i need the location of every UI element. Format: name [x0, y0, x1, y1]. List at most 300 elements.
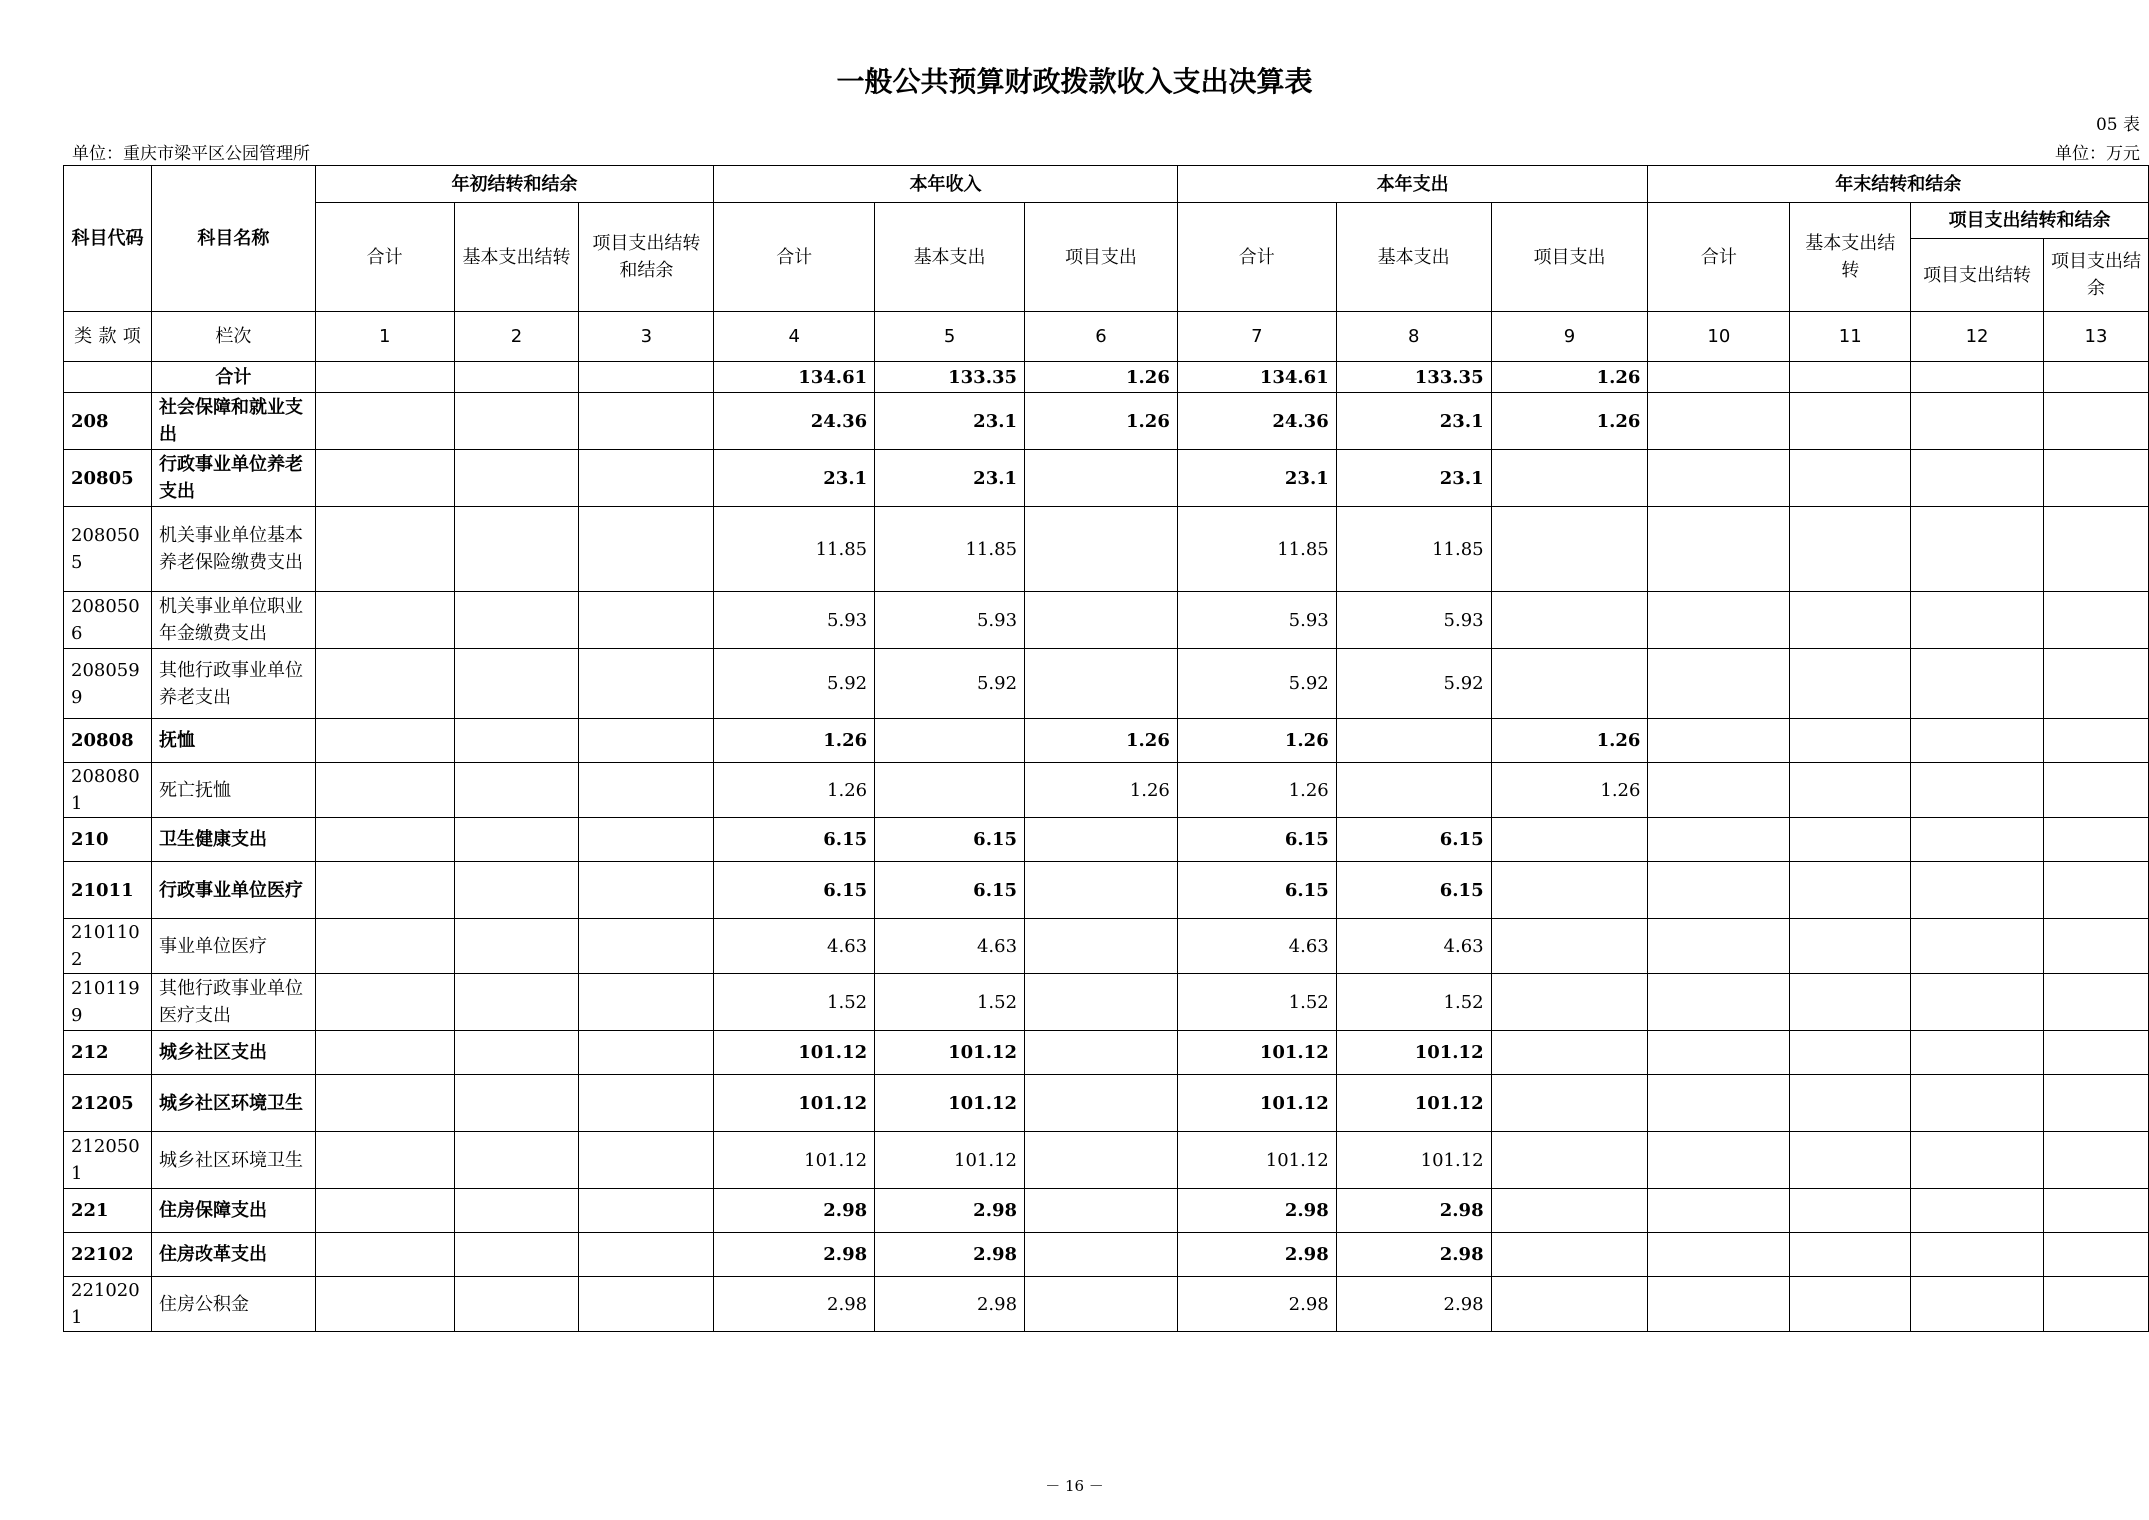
header-expense-project: 项目支出 [1491, 203, 1648, 312]
value-cell: 1.26 [714, 763, 875, 818]
value-cell [579, 1189, 714, 1233]
value-cell [315, 393, 454, 450]
value-cell [2043, 763, 2148, 818]
form-number: 05 表 [2095, 115, 2140, 135]
value-cell: 1.26 [1491, 393, 1648, 450]
value-cell: 1.26 [1177, 763, 1336, 818]
value-cell: 1.26 [1491, 719, 1648, 763]
value-cell [1790, 763, 1911, 818]
value-cell [1790, 818, 1911, 862]
value-cell: 2.98 [1336, 1189, 1491, 1233]
value-cell [579, 450, 714, 507]
subject-code: 2080801 [64, 763, 152, 818]
value-cell [1648, 862, 1790, 919]
value-cell: 101.12 [1177, 1075, 1336, 1132]
value-cell [1491, 450, 1648, 507]
value-cell: 6.15 [875, 862, 1025, 919]
total-cell [454, 362, 579, 393]
value-cell [1336, 719, 1491, 763]
subject-code: 21205 [64, 1075, 152, 1132]
header-end-total: 合计 [1648, 203, 1790, 312]
value-cell [2043, 393, 2148, 450]
value-cell [1648, 592, 1790, 649]
table-row [64, 719, 2149, 763]
total-cell: 1.26 [1025, 362, 1178, 393]
value-cell [579, 763, 714, 818]
value-cell [454, 719, 579, 763]
value-cell: 5.92 [1336, 649, 1491, 719]
value-cell: 2.98 [1177, 1277, 1336, 1332]
value-cell [1911, 719, 2044, 763]
value-cell [454, 1075, 579, 1132]
value-cell [1790, 1075, 1911, 1132]
value-cell [1648, 1132, 1790, 1189]
value-cell: 5.92 [714, 649, 875, 719]
table-row [64, 763, 2149, 818]
column-number: 9 [1491, 312, 1648, 362]
value-cell [454, 919, 579, 974]
value-cell [1025, 507, 1178, 592]
value-cell [875, 763, 1025, 818]
value-cell [1025, 450, 1178, 507]
value-cell [315, 862, 454, 919]
total-cell [1911, 362, 2044, 393]
value-cell: 2.98 [875, 1189, 1025, 1233]
subject-name: 城乡社区支出 [151, 1031, 315, 1075]
value-cell [1911, 1233, 2044, 1277]
table-row [64, 1189, 2149, 1233]
value-cell [1911, 763, 2044, 818]
header-lanci: 栏次 [151, 312, 315, 362]
value-cell [1790, 1277, 1911, 1332]
value-cell [1025, 974, 1178, 1031]
value-cell: 23.1 [1177, 450, 1336, 507]
value-cell [579, 1277, 714, 1332]
value-cell [1491, 862, 1648, 919]
value-cell [1025, 862, 1178, 919]
value-cell: 2.98 [1177, 1189, 1336, 1233]
value-cell [1790, 393, 1911, 450]
value-cell [1648, 393, 1790, 450]
value-cell: 23.1 [1336, 450, 1491, 507]
value-cell [315, 1132, 454, 1189]
value-cell: 6.15 [1336, 818, 1491, 862]
value-cell [1025, 592, 1178, 649]
value-cell [579, 592, 714, 649]
value-cell [1648, 1075, 1790, 1132]
value-cell [454, 393, 579, 450]
value-cell: 23.1 [875, 450, 1025, 507]
value-cell: 4.63 [1177, 919, 1336, 974]
subject-name: 抚恤 [151, 719, 315, 763]
subject-code: 20805 [64, 450, 152, 507]
value-cell [2043, 974, 2148, 1031]
value-cell [1648, 818, 1790, 862]
value-cell: 11.85 [1336, 507, 1491, 592]
subject-name: 行政事业单位医疗 [151, 862, 315, 919]
value-cell: 101.12 [1336, 1031, 1491, 1075]
subject-name: 住房公积金 [151, 1277, 315, 1332]
value-cell: 24.36 [714, 393, 875, 450]
value-cell [315, 507, 454, 592]
value-cell [1790, 649, 1911, 719]
value-cell [1491, 1075, 1648, 1132]
subject-name: 其他行政事业单位医疗支出 [151, 974, 315, 1031]
subject-name: 住房改革支出 [151, 1233, 315, 1277]
value-cell [1790, 862, 1911, 919]
value-cell: 4.63 [1336, 919, 1491, 974]
total-cell: 133.35 [1336, 362, 1491, 393]
column-number: 7 [1177, 312, 1336, 362]
header-expense-total: 合计 [1177, 203, 1336, 312]
subject-name: 事业单位医疗 [151, 919, 315, 974]
value-cell [2043, 719, 2148, 763]
value-cell [579, 1031, 714, 1075]
value-cell [1790, 1132, 1911, 1189]
value-cell [579, 719, 714, 763]
header-end-project-balance: 项目支出结余 [2043, 239, 2148, 312]
header-end-project-group: 项目支出结转和结余 [1911, 203, 2149, 239]
subject-code: 22102 [64, 1233, 152, 1277]
header-begin-total: 合计 [315, 203, 454, 312]
value-cell [579, 393, 714, 450]
value-cell [1336, 763, 1491, 818]
page-number: － 16 － [1045, 1477, 1104, 1495]
value-cell: 1.26 [1025, 763, 1178, 818]
value-cell [315, 1031, 454, 1075]
value-cell: 101.12 [714, 1075, 875, 1132]
header-kuan: 款 [98, 326, 117, 347]
total-cell [579, 362, 714, 393]
value-cell [1648, 1031, 1790, 1075]
value-cell [454, 974, 579, 1031]
table-row [64, 1075, 2149, 1132]
value-cell: 2.98 [714, 1233, 875, 1277]
value-cell [1790, 919, 1911, 974]
value-cell: 11.85 [714, 507, 875, 592]
value-cell [1025, 1031, 1178, 1075]
value-cell [579, 974, 714, 1031]
header-lei-kuan-xiang [64, 312, 152, 362]
value-cell [1648, 919, 1790, 974]
value-cell [1648, 649, 1790, 719]
header-group-expense: 本年支出 [1177, 166, 1648, 203]
value-cell: 6.15 [1177, 862, 1336, 919]
subject-code: 2080505 [64, 507, 152, 592]
table-row [64, 649, 2149, 719]
value-cell [1025, 1277, 1178, 1332]
total-cell [315, 362, 454, 393]
value-cell [315, 763, 454, 818]
value-cell: 1.52 [714, 974, 875, 1031]
value-cell: 11.85 [1177, 507, 1336, 592]
value-cell [454, 592, 579, 649]
value-cell: 6.15 [1336, 862, 1491, 919]
value-cell [2043, 1189, 2148, 1233]
value-cell [1790, 1031, 1911, 1075]
value-cell [1911, 1031, 2044, 1075]
value-cell [1491, 1233, 1648, 1277]
subject-code: 2080506 [64, 592, 152, 649]
header-lei: 类 [74, 326, 93, 347]
value-cell [1491, 592, 1648, 649]
value-cell [1911, 1132, 2044, 1189]
value-cell [1911, 649, 2044, 719]
table-row [64, 818, 2149, 862]
value-cell: 1.52 [875, 974, 1025, 1031]
value-cell: 2.98 [1336, 1233, 1491, 1277]
value-cell: 24.36 [1177, 393, 1336, 450]
subject-code: 20808 [64, 719, 152, 763]
value-cell [315, 649, 454, 719]
value-cell [1790, 507, 1911, 592]
column-number: 11 [1790, 312, 1911, 362]
subject-name: 城乡社区环境卫生 [151, 1075, 315, 1132]
value-cell [454, 763, 579, 818]
subject-name: 卫生健康支出 [151, 818, 315, 862]
value-cell [1648, 974, 1790, 1031]
subject-name: 行政事业单位养老支出 [151, 450, 315, 507]
value-cell: 11.85 [875, 507, 1025, 592]
value-cell [2043, 862, 2148, 919]
table-row [64, 1277, 2149, 1332]
value-cell [2043, 1132, 2148, 1189]
subject-code: 2210201 [64, 1277, 152, 1332]
value-cell [454, 1189, 579, 1233]
total-cell [2043, 362, 2148, 393]
value-cell [454, 1132, 579, 1189]
subject-name: 住房保障支出 [151, 1189, 315, 1233]
total-row-label: 合计 [151, 362, 315, 393]
value-cell [2043, 649, 2148, 719]
value-cell [579, 862, 714, 919]
currency-unit: 单位：万元 [2055, 144, 2140, 164]
subject-code: 2080599 [64, 649, 152, 719]
value-cell [1790, 1233, 1911, 1277]
value-cell [579, 919, 714, 974]
value-cell [579, 649, 714, 719]
subject-code: 208 [64, 393, 152, 450]
value-cell [1491, 919, 1648, 974]
table-row [64, 393, 2149, 450]
value-cell [579, 1075, 714, 1132]
value-cell [315, 974, 454, 1031]
column-number: 4 [714, 312, 875, 362]
header-end-project-carry: 项目支出结转 [1911, 239, 2044, 312]
column-number: 6 [1025, 312, 1178, 362]
value-cell: 2.98 [1177, 1233, 1336, 1277]
value-cell [454, 1233, 579, 1277]
column-number: 1 [315, 312, 454, 362]
value-cell: 101.12 [714, 1031, 875, 1075]
value-cell: 101.12 [875, 1075, 1025, 1132]
value-cell [315, 592, 454, 649]
value-cell: 1.26 [1177, 719, 1336, 763]
value-cell [1491, 1031, 1648, 1075]
value-cell: 2.98 [714, 1277, 875, 1332]
value-cell: 2.98 [714, 1189, 875, 1233]
value-cell [1790, 1189, 1911, 1233]
table-row [64, 507, 2149, 592]
value-cell: 101.12 [1336, 1075, 1491, 1132]
value-cell [1648, 507, 1790, 592]
table-row [64, 919, 2149, 974]
subject-code: 2101102 [64, 919, 152, 974]
value-cell [315, 450, 454, 507]
header-xiang: 项 [122, 326, 141, 347]
table-row [64, 974, 2149, 1031]
value-cell [2043, 1277, 2148, 1332]
value-cell [2043, 1233, 2148, 1277]
value-cell [2043, 592, 2148, 649]
value-cell: 23.1 [875, 393, 1025, 450]
value-cell: 1.26 [1025, 719, 1178, 763]
value-cell [1648, 1233, 1790, 1277]
subject-code: 2120501 [64, 1132, 152, 1189]
subject-name: 社会保障和就业支出 [151, 393, 315, 450]
value-cell [315, 1189, 454, 1233]
value-cell [315, 1075, 454, 1132]
column-number: 8 [1336, 312, 1491, 362]
value-cell: 101.12 [875, 1132, 1025, 1189]
value-cell [1911, 393, 2044, 450]
header-income-project: 项目支出 [1025, 203, 1178, 312]
value-cell: 6.15 [1177, 818, 1336, 862]
total-cell: 133.35 [875, 362, 1025, 393]
value-cell [315, 919, 454, 974]
value-cell [579, 818, 714, 862]
value-cell [1025, 1189, 1178, 1233]
value-cell [1491, 649, 1648, 719]
value-cell: 6.15 [714, 818, 875, 862]
value-cell: 5.92 [875, 649, 1025, 719]
budget-table [63, 165, 2149, 1332]
value-cell [1911, 862, 2044, 919]
value-cell [1025, 1132, 1178, 1189]
header-income-basic: 基本支出 [875, 203, 1025, 312]
total-cell: 1.26 [1491, 362, 1648, 393]
total-row-code [64, 362, 152, 393]
value-cell [875, 719, 1025, 763]
value-cell: 1.26 [714, 719, 875, 763]
table-row [64, 592, 2149, 649]
value-cell [454, 649, 579, 719]
total-cell: 134.61 [714, 362, 875, 393]
value-cell: 2.98 [1336, 1277, 1491, 1332]
value-cell [454, 818, 579, 862]
value-cell [454, 1277, 579, 1332]
column-number: 2 [454, 312, 579, 362]
value-cell: 5.92 [1177, 649, 1336, 719]
value-cell [1648, 1277, 1790, 1332]
value-cell [454, 450, 579, 507]
value-cell [315, 719, 454, 763]
value-cell [1911, 818, 2044, 862]
value-cell: 2.98 [875, 1233, 1025, 1277]
subject-code: 212 [64, 1031, 152, 1075]
table-row [64, 1233, 2149, 1277]
organization-unit: 单位：重庆市梁平区公园管理所 [72, 144, 310, 164]
value-cell [1911, 1189, 2044, 1233]
value-cell: 6.15 [875, 818, 1025, 862]
header-group-end: 年末结转和结余 [1648, 166, 2149, 203]
value-cell: 101.12 [1177, 1132, 1336, 1189]
header-group-income: 本年收入 [714, 166, 1178, 203]
total-cell [1790, 362, 1911, 393]
value-cell [1491, 1132, 1648, 1189]
value-cell: 101.12 [714, 1132, 875, 1189]
subject-code: 210 [64, 818, 152, 862]
column-number: 12 [1911, 312, 2044, 362]
value-cell: 5.93 [714, 592, 875, 649]
subject-name: 机关事业单位基本养老保险缴费支出 [151, 507, 315, 592]
value-cell [315, 1277, 454, 1332]
value-cell [1648, 763, 1790, 818]
value-cell [1911, 507, 2044, 592]
value-cell [1911, 450, 2044, 507]
value-cell [1025, 818, 1178, 862]
value-cell [1491, 974, 1648, 1031]
value-cell [2043, 818, 2148, 862]
subject-name: 城乡社区环境卫生 [151, 1132, 315, 1189]
table-row [64, 450, 2149, 507]
total-cell [1648, 362, 1790, 393]
subject-code: 221 [64, 1189, 152, 1233]
value-cell [1790, 592, 1911, 649]
value-cell [1911, 1277, 2044, 1332]
value-cell [1911, 1075, 2044, 1132]
subject-name: 其他行政事业单位养老支出 [151, 649, 315, 719]
value-cell [1790, 719, 1911, 763]
value-cell [1911, 592, 2044, 649]
value-cell [579, 1132, 714, 1189]
value-cell: 2.98 [875, 1277, 1025, 1332]
value-cell: 4.63 [875, 919, 1025, 974]
value-cell: 5.93 [1336, 592, 1491, 649]
subject-code: 21011 [64, 862, 152, 919]
value-cell [1025, 919, 1178, 974]
subject-name: 死亡抚恤 [151, 763, 315, 818]
value-cell: 1.52 [1177, 974, 1336, 1031]
header-expense-basic: 基本支出 [1336, 203, 1491, 312]
value-cell [1491, 1277, 1648, 1332]
value-cell [1491, 818, 1648, 862]
subject-name: 机关事业单位职业年金缴费支出 [151, 592, 315, 649]
value-cell [2043, 507, 2148, 592]
value-cell [2043, 1075, 2148, 1132]
value-cell: 101.12 [875, 1031, 1025, 1075]
total-cell: 134.61 [1177, 362, 1336, 393]
header-begin-basic-carry: 基本支出结转 [454, 203, 579, 312]
value-cell [454, 862, 579, 919]
value-cell [454, 1031, 579, 1075]
value-cell [1491, 507, 1648, 592]
value-cell [1911, 974, 2044, 1031]
value-cell [1648, 1189, 1790, 1233]
header-name: 科目名称 [151, 166, 315, 312]
value-cell [1911, 919, 2044, 974]
value-cell [1491, 1189, 1648, 1233]
value-cell [2043, 450, 2148, 507]
value-cell: 5.93 [1177, 592, 1336, 649]
value-cell: 5.93 [875, 592, 1025, 649]
value-cell: 1.26 [1025, 393, 1178, 450]
column-number: 13 [2043, 312, 2148, 362]
value-cell [2043, 919, 2148, 974]
value-cell [1025, 1233, 1178, 1277]
value-cell: 23.1 [714, 450, 875, 507]
value-cell [454, 507, 579, 592]
